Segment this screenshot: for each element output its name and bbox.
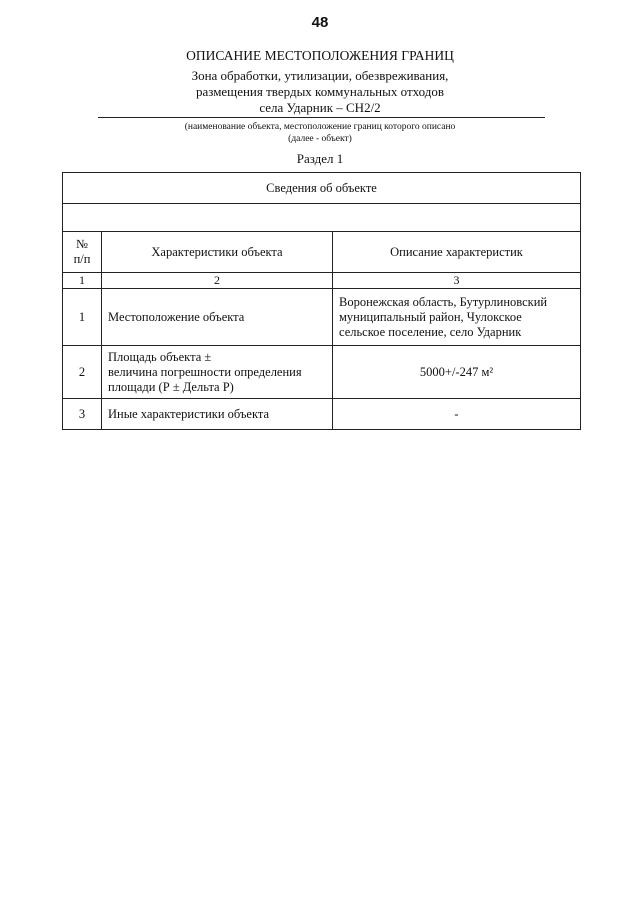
- document-title: ОПИСАНИЕ МЕСТОПОЛОЖЕНИЯ ГРАНИЦ: [186, 48, 454, 63]
- object-name-line-3: села Ударник – СН2/2: [259, 100, 381, 115]
- table-empty-cell: [63, 204, 581, 232]
- table-empty-row: [63, 204, 581, 232]
- column-header-row: [63, 232, 581, 273]
- object-name-line-1: Зона обработки, утилизации, обезвреживания,: [191, 68, 449, 83]
- caption-line-2: (далее - объект): [288, 134, 352, 144]
- row-description-line: -: [454, 406, 459, 421]
- table-title: Сведения об объекте: [63, 173, 581, 204]
- row-characteristic-line: площади (Р ± Дельта Р): [108, 379, 234, 394]
- col-number-2: 2: [102, 273, 333, 289]
- object-name-line-2: размещения твердых коммунальных отходов: [195, 84, 445, 99]
- row-characteristic-line: Площадь объекта ±: [108, 349, 212, 364]
- col-header-number: [63, 232, 102, 273]
- underline-divider: [98, 117, 545, 118]
- row-description-line: 5000+/-247 м²: [419, 364, 494, 379]
- table-row: [63, 399, 581, 430]
- row-characteristic-line: Местоположение объекта: [108, 309, 245, 324]
- caption-line-1: (наименование объекта, местоположение границ которого описано: [184, 122, 456, 132]
- row-characteristic: [102, 399, 333, 430]
- col-number-3: 3: [333, 273, 581, 289]
- page-number: 48: [311, 14, 329, 31]
- row-description-line: Воронежская область, Бутурлиновский: [339, 294, 548, 309]
- row-number: 3: [63, 399, 102, 430]
- table-row: [63, 346, 581, 399]
- table-title-row: [63, 173, 581, 204]
- row-number: 1: [63, 289, 102, 346]
- col-header-number-line-1: №: [76, 237, 88, 251]
- row-characteristic: [102, 346, 333, 399]
- row-characteristic-line: Иные характеристики объекта: [108, 406, 270, 421]
- row-description: [333, 346, 581, 399]
- row-characteristic: [102, 289, 333, 346]
- row-number: 2: [63, 346, 102, 399]
- table-row: [63, 289, 581, 346]
- row-characteristic-line: величина погрешности определения: [108, 364, 302, 379]
- col-header-number-line-2: п/п: [73, 252, 91, 266]
- row-description: [333, 289, 581, 346]
- row-description-line: муниципальный район, Чулокское: [339, 309, 522, 324]
- col-number-1: 1: [63, 273, 102, 289]
- col-header-description: Описание характеристик: [333, 232, 581, 273]
- col-header-characteristics: Характеристики объекта: [102, 232, 333, 273]
- object-info-table: [62, 172, 581, 430]
- column-number-row: [63, 273, 581, 289]
- row-description: [333, 399, 581, 430]
- row-description-line: сельское поселение, село Ударник: [339, 324, 522, 339]
- section-label: Раздел 1: [296, 151, 344, 166]
